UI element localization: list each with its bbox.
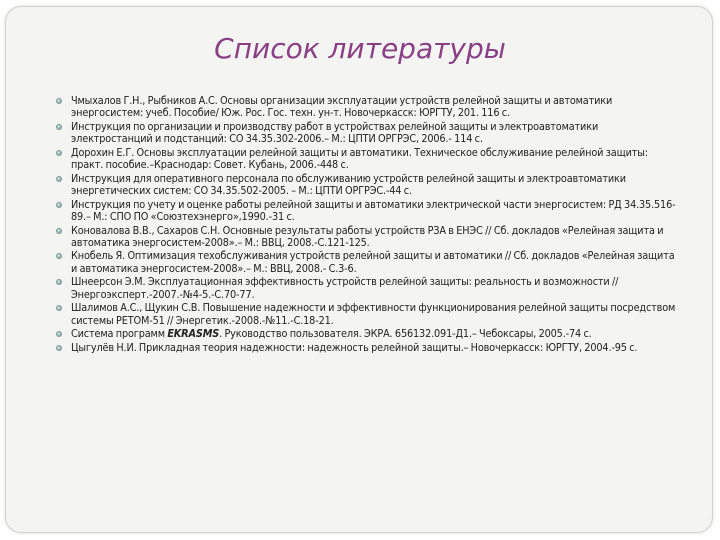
reference-item: [71, 173, 681, 198]
reference-text: Дорохин Е.Г. Основы эксплуатации релейной защиты и автоматики. Техническое обслуживание релейной защиты: практ. пособие.–Краснодар: Совет. Кубань, 2006.-448 с.: [71, 145, 648, 172]
reference-text: Шнеерсон Э.М. Эксплуатационная эффективность устройств релейной защиты: реальность и возможности // Энергоэксперт.-2007.-№4-5.-С.70-77.: [71, 275, 619, 301]
bullet-icon: [56, 253, 62, 259]
bullet-icon: [56, 202, 62, 208]
bullet-icon: [56, 150, 62, 156]
reference-text: Коновалова В.В., Сахаров С.Н. Основные результаты работы устройств РЗА в ЕНЭС // Сб. докладов «Релейная защита и автоматика энергосистем-2008».– М.: ВВЦ, 2008.-С.121-125.: [71, 223, 664, 249]
reference-item: [71, 147, 681, 172]
bullet-icon: [56, 98, 62, 104]
reference-list: [71, 95, 681, 355]
bullet-icon: [56, 279, 62, 285]
reference-item: [71, 121, 681, 146]
slide-title: Список литературы: [214, 32, 506, 65]
reference-item: [71, 328, 681, 340]
reference-text: Кнобель Я. Оптимизация техобслуживания устройств релейной защиты и автоматики // Сб. докладов «Релейная защита и автоматика энергосистем-2008».– М.: ВВЦ, 2008.- С.3-6.: [71, 249, 675, 275]
reference-text: [71, 327, 592, 340]
reference-item: [71, 276, 681, 301]
reference-text: Инструкция по организации и производству работ в устройствах релейной защиты и электроавтоматики электростанций и подстанций: СО 34.35.302-2006.– М.: ЦПТИ ОРГРЭС, 2006.- 114 с.: [71, 119, 599, 146]
slide-frame: [5, 6, 713, 533]
bullet-icon: [56, 331, 62, 337]
reference-item: [71, 225, 681, 250]
reference-item: [71, 302, 681, 327]
reference-item: [71, 342, 681, 354]
reference-item: [71, 199, 681, 224]
software-name: EKRASMS: [167, 327, 220, 341]
bullet-icon: [56, 305, 62, 311]
reference-text-part: . Руководство пользователя. ЭКРА. 656132.091-Д1.– Чебоксары, 2005.-74 с.: [219, 327, 592, 341]
reference-text: Шалимов А.С., Щукин С.В. Повышение надежности и эффективности функционирования релейной защиты посредством системы РЕТОМ-51 // Энергетик.-2008.-№11.-С.18-21.: [71, 301, 676, 327]
reference-item: [71, 95, 681, 120]
reference-item: [71, 250, 681, 275]
reference-text-part: Система программ: [71, 327, 168, 341]
bullet-icon: [56, 345, 62, 351]
bullet-icon: [56, 228, 62, 234]
reference-text: Цыгулёв Н.И. Прикладная теория надежности: надежность релейной защиты.– Новочеркасск: ЮРГТУ, 2004.-95 с.: [71, 340, 638, 354]
bullet-icon: [56, 124, 62, 130]
reference-text: Инструкция для оперативного персонала по обслуживанию устройств релейной защиты и электроавтоматики энергетических систем: СО 34.35.502-2005. – М.: ЦПТИ ОРГРЭС.-44 с.: [71, 171, 626, 198]
reference-text: Чмыхалов Г.Н., Рыбников А.С. Основы организации эксплуатации устройств релейной защиты и автоматики энергосистем: учеб. Пособие/ Юж. Рос. Гос. техн. ун-т. Новочеркасск: ЮРГТУ, 201. 116 с.: [71, 94, 613, 120]
reference-text: Инструкция по учету и оценке работы релейной защиты и автоматики электрической части энергосистем: РД 34.35.516-89.– М.: СПО ПО «Союзтехэнерго»,1990.-31 с.: [71, 197, 676, 224]
bullet-icon: [56, 176, 62, 182]
